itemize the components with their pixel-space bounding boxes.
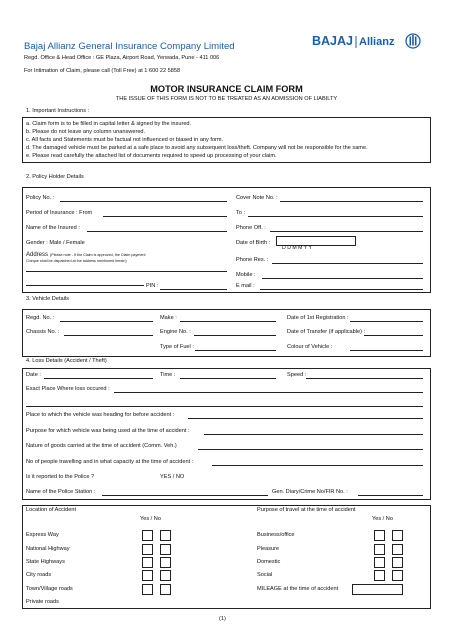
diary-label: Gen. Diary/Crime No/FIR No. :: [272, 489, 348, 495]
loss-date-label: Date :: [26, 372, 41, 378]
location-heading: Location of Accident: [26, 507, 77, 513]
bajaj-allianz-logo: [312, 30, 432, 54]
location-town-village-roads: Town/Village roads: [26, 586, 73, 592]
location-national-highway: National Highway: [26, 546, 70, 552]
location-city-roads: City roads: [26, 572, 52, 578]
make-label: Make :: [160, 315, 177, 321]
speed-label: Speed :: [287, 372, 307, 378]
diary-field[interactable]: [358, 495, 423, 496]
instructions-heading: 1. Important Instructions :: [26, 108, 90, 114]
pin-field[interactable]: [160, 289, 227, 290]
purpose-travel-yes-no: Yes / No: [372, 516, 393, 522]
intimation-text: For Intimation of Claim, please call (Toll Free) at 1 600 22 5858: [24, 68, 181, 74]
fuel-field[interactable]: [195, 350, 276, 351]
goods-field[interactable]: [198, 449, 423, 450]
address-label: Address: [26, 252, 49, 258]
period-from-field[interactable]: [103, 216, 227, 217]
fuel-label: Type of Fuel :: [160, 344, 194, 350]
address-field-1[interactable]: [26, 271, 227, 272]
people-field[interactable]: [212, 465, 423, 466]
engine-field[interactable]: [194, 335, 276, 336]
location-city-roads-yes-checkbox[interactable]: [142, 570, 153, 581]
purpose-field[interactable]: [204, 434, 423, 435]
goods-label: Nature of goods carried at the time of accident (Comm. Veh.): [26, 443, 177, 449]
place-label: Exact Place Where loss occured :: [26, 386, 110, 392]
address-note-1: (Please note - If the Claim is approved, the Claim payment: [50, 253, 146, 257]
instruction-e: e. Please read carefully the attached list of documents required to speed up processing of your claim.: [26, 153, 277, 159]
location-town-village-yes-checkbox[interactable]: [142, 584, 153, 595]
station-field[interactable]: [102, 495, 268, 496]
purpose-domestic: Domestic: [257, 559, 281, 565]
cover-note-label: Cover Note No. :: [236, 195, 278, 201]
policy-no-label: Policy No. :: [26, 195, 55, 201]
mileage-field[interactable]: [352, 584, 403, 595]
email-field[interactable]: [260, 289, 423, 290]
mobile-label: Mobile :: [236, 272, 256, 278]
colour-field[interactable]: [350, 350, 423, 351]
period-label: Period of Insurance : From: [26, 210, 93, 216]
purpose-social-no-checkbox[interactable]: [392, 570, 403, 581]
pin-label: PIN :: [146, 283, 159, 289]
company-name: Bajaj Allianz General Insurance Company Limited: [24, 41, 235, 52]
location-yes-no: Yes / No: [140, 516, 161, 522]
vehicle-heading: 3. Vehicle Details: [26, 296, 69, 302]
period-to-field[interactable]: [248, 216, 423, 217]
people-label: No of people travelling and in what capacity at the time of accident :: [26, 459, 194, 465]
purpose-business-no-checkbox[interactable]: [392, 530, 403, 541]
to-label: To :: [236, 210, 246, 216]
location-national-highway-yes-checkbox[interactable]: [142, 544, 153, 555]
form-subtitle: THE ISSUE OF THIS FORM IS NOT TO BE TREATED AS AN ADMISSION OF LIABILTY: [115, 96, 338, 102]
logo-brand: BAJAJ: [312, 34, 353, 48]
dob-hint: D D M M Y Y: [282, 245, 312, 251]
phone-res-label: Phone Res. :: [236, 257, 269, 263]
mobile-field[interactable]: [262, 278, 423, 279]
address-field-2[interactable]: [26, 285, 144, 286]
mileage-label: MILEAGE at the time of accident: [257, 586, 339, 592]
location-city-roads-no-checkbox[interactable]: [160, 570, 171, 581]
policy-heading: 2. Policy Holder Details: [26, 174, 84, 180]
purpose-social: Social: [257, 572, 273, 578]
purpose-business-yes-checkbox[interactable]: [374, 530, 385, 541]
office-address: Regd. Office & Head Office : GE Plaza, Airport Road, Yerwada, Pune - 411 006: [24, 55, 220, 61]
location-express-way-yes-checkbox[interactable]: [142, 530, 153, 541]
chassis-field[interactable]: [64, 335, 153, 336]
regd-no-field[interactable]: [60, 321, 153, 322]
logo-partner: Allianz: [359, 36, 395, 48]
loss-time-field[interactable]: [180, 378, 276, 379]
purpose-travel-heading: Purpose of travel at the time of accident: [257, 507, 356, 513]
form-title: MOTOR INSURANCE CLAIM FORM: [150, 84, 303, 94]
purpose-pleasure-yes-checkbox[interactable]: [374, 544, 385, 555]
cover-note-field[interactable]: [280, 201, 423, 202]
transfer-label: Date of Transfer (if applicable) :: [287, 329, 366, 335]
purpose-pleasure: Pleasure: [257, 546, 280, 552]
purpose-business: Business/office: [257, 532, 295, 538]
purpose-domestic-yes-checkbox[interactable]: [374, 557, 385, 568]
policy-no-field[interactable]: [60, 201, 227, 202]
loss-heading: 4. Loss Details (Accident / Theft): [26, 358, 107, 364]
location-private-roads: Private roads: [26, 599, 59, 605]
loss-time-label: Time :: [160, 372, 176, 378]
insured-name-label: Name of the Insured :: [26, 225, 80, 231]
instruction-b: b. Please do not leave any column unanswered.: [26, 129, 146, 135]
email-label: E mail :: [236, 283, 255, 289]
gender-label: Gender : Male / Female: [26, 240, 85, 246]
insured-name-field[interactable]: [87, 231, 227, 232]
engine-label: Engine No. :: [160, 329, 191, 335]
place-field-2[interactable]: [26, 406, 423, 407]
heading-to-field[interactable]: [188, 418, 423, 419]
transfer-field[interactable]: [364, 335, 423, 336]
location-express-way-no-checkbox[interactable]: [160, 530, 171, 541]
phone-res-field[interactable]: [272, 263, 423, 264]
phone-off-label: Phone Off. :: [236, 225, 266, 231]
location-state-highways-no-checkbox[interactable]: [160, 557, 171, 568]
first-reg-label: Date of 1st Registration :: [287, 315, 349, 321]
dob-label: Date of Birth :: [236, 240, 271, 246]
instructions-box: [22, 117, 431, 163]
address-note-2: Cheque shall be dispatched at the address mentioned herein): [26, 259, 127, 263]
police-label: Is it reported to the Police ?: [26, 474, 95, 480]
location-state-highways: State Highways: [26, 559, 65, 565]
purpose-label: Purpose for which vehicle was being used at the time of accident :: [26, 428, 190, 434]
loss-date-field[interactable]: [44, 378, 153, 379]
station-label: Name of the Police Station :: [26, 489, 96, 495]
location-national-highway-no-checkbox[interactable]: [160, 544, 171, 555]
heading-to-label: Place to which the vehicle was heading for before accident :: [26, 412, 175, 418]
phone-off-field[interactable]: [270, 231, 423, 232]
first-reg-field[interactable]: [350, 321, 423, 322]
instruction-a: a. Claim form is to be filled in capital letter & signed by the insured.: [26, 121, 192, 127]
regd-no-label: Regd. No. :: [26, 315, 55, 321]
location-town-village-no-checkbox[interactable]: [160, 584, 171, 595]
instruction-c: c. All facts and Statements must be factual not influenced or biased in any form.: [26, 137, 224, 143]
colour-label: Colour of Vehicle :: [287, 344, 333, 350]
location-state-highways-yes-checkbox[interactable]: [142, 557, 153, 568]
purpose-social-yes-checkbox[interactable]: [374, 570, 385, 581]
location-express-way: Express Way: [26, 532, 59, 538]
purpose-domestic-no-checkbox[interactable]: [392, 557, 403, 568]
speed-field[interactable]: [306, 378, 423, 379]
police-yes-no[interactable]: YES / NO: [160, 474, 185, 480]
chassis-label: Chassis No. :: [26, 329, 60, 335]
page-number: (1): [219, 616, 226, 622]
place-field[interactable]: [114, 392, 423, 393]
instruction-d: d. The damaged vehicle must be parked at a safe place to avoid any subsequent loss/theft. Company will not be responsible for the same.: [26, 145, 368, 151]
make-field[interactable]: [180, 321, 276, 322]
purpose-pleasure-no-checkbox[interactable]: [392, 544, 403, 555]
